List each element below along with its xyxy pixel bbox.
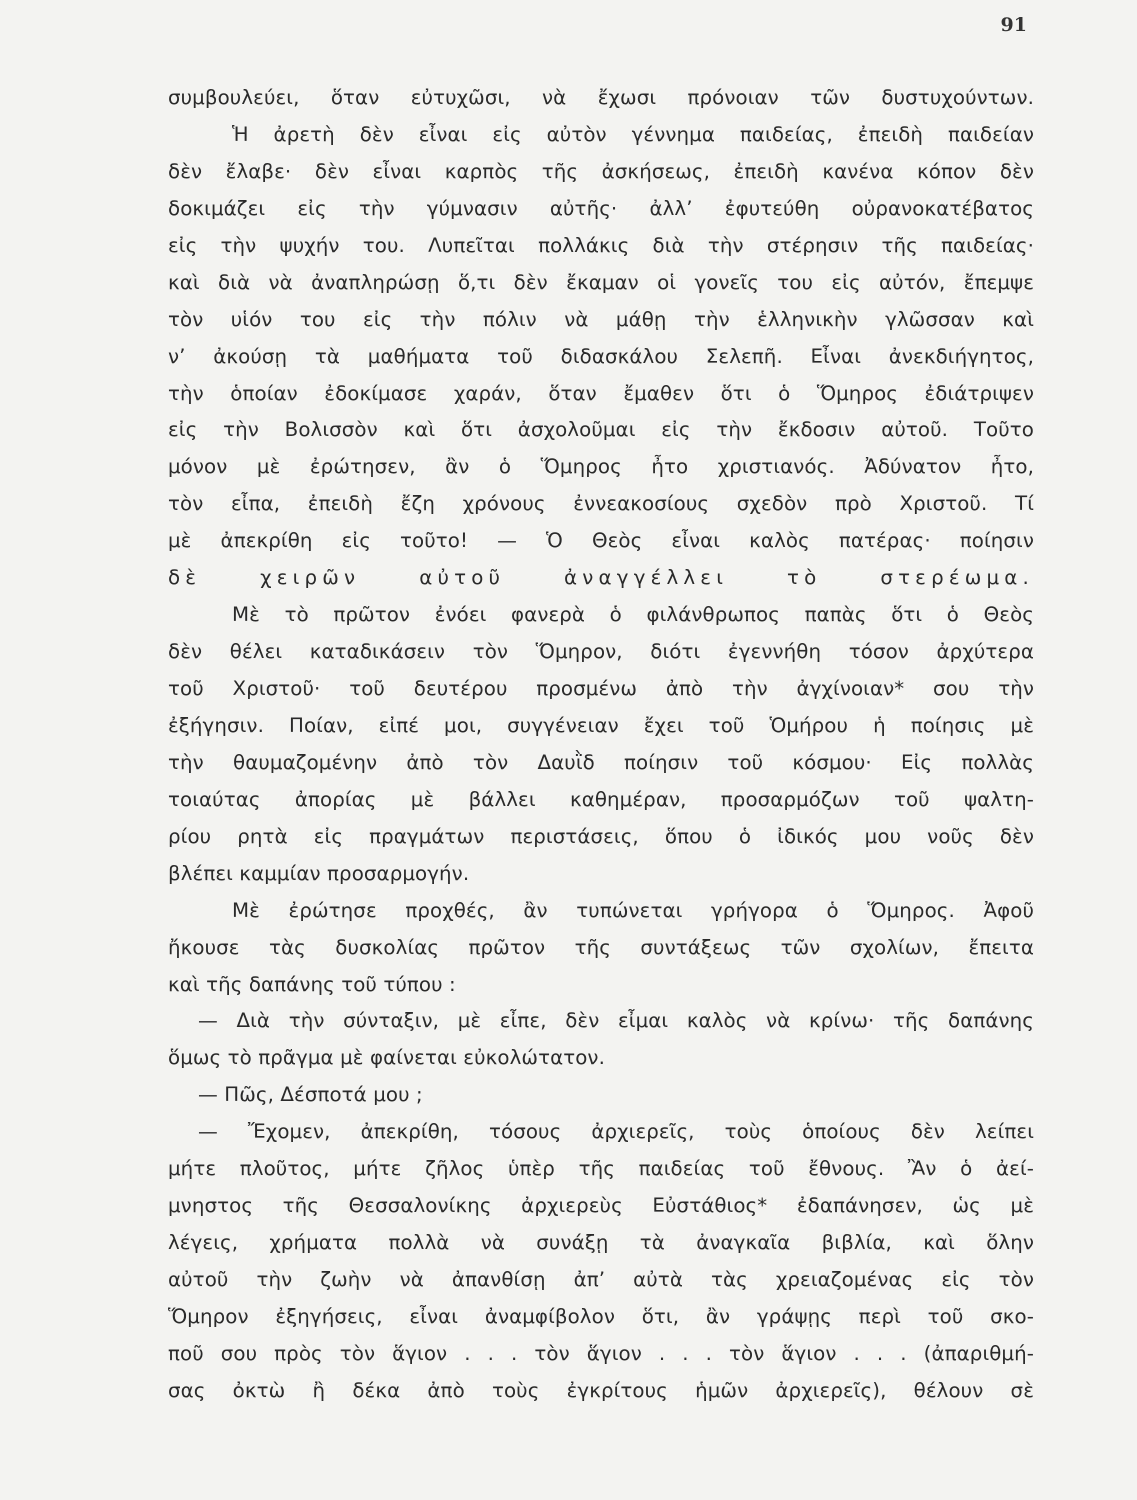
text-line: μήτε πλοῦτος, μήτε ζῆλος ὑπὲρ τῆς παιδείας τοῦ ἔθνους. Ἂν ὁ ἀεί- <box>168 1157 1034 1181</box>
page-number: 91 <box>1000 14 1027 36</box>
text-line: τὴν ὁποίαν ἐδοκίμασε χαράν, ὅταν ἔμαθεν ὅτι ὁ Ὅμηρος ἐδιάτριψεν <box>168 381 1034 405</box>
text-line: μνηστος τῆς Θεσσαλονίκης ἀρχιερεὺς Εὐστάθιος* ἐδαπάνησεν, ὡς μὲ <box>168 1194 1034 1218</box>
text-line: αὐτοῦ τὴν ζωὴν νὰ ἀπανθίσῃ ἀπ’ αὐτὰ τὰς χρειαζομένας εἰς τὸν <box>168 1268 1034 1291</box>
text-line: μὲ ἀπεκρίθη εἰς τοῦτο! — Ὁ Θεὸς εἶναι καλὸς πατέρας· ποίησιν <box>168 529 1034 553</box>
text-line: τοῦ Χριστοῦ· τοῦ δευτέρου προσμένω ἀπὸ τὴν ἀγχίνοιαν* σου τὴν <box>168 677 1034 700</box>
text-line: τὸν υἱόν του εἰς τὴν πόλιν νὰ μάθῃ τὴν ἑλληνικὴν γλῶσσαν καὶ <box>168 307 1034 331</box>
text-line: ρίου ρητὰ εἰς πραγμάτων περιστάσεις, ὅπου ὁ ἰδικός μου νοῦς δὲν <box>168 824 1034 848</box>
text-line: ἐξήγησιν. Ποίαν, εἰπέ μοι, συγγένειαν ἔχει τοῦ Ὁμήρου ἡ ποίησις μὲ <box>168 713 1034 737</box>
text-line: Μὲ τὸ πρῶτον ἐνόει φανερὰ ὁ φιλάνθρωπος παπὰς ὅτι ὁ Θεὸς <box>232 603 1034 627</box>
text-line: τὴν θαυμαζομένην ἀπὸ τὸν Δαυῒδ ποίησιν τοῦ κόσμου· Εἰς πολλὰς <box>168 750 1034 774</box>
text-line: Μὲ ἐρώτησε προχθές, ἂν τυπώνεται γρήγορα ὁ Ὅμηρος. Ἀφοῦ <box>232 898 1034 922</box>
text-line: ν’ ἀκούσῃ τὰ μαθήματα τοῦ διδασκάλου Σελεπῆ. Εἶναι ἀνεκδιήγητος, <box>168 344 1034 368</box>
text-line: τοιαύτας ἀπορίας μὲ βάλλει καθημέραν, προσαρμόζων τοῦ ψαλτη- <box>168 787 1034 811</box>
text-line: Ὅμηρον ἐξηγήσεις, εἶναι ἀναμφίβολον ὅτι, ἂν γράψῃς περὶ τοῦ σκο- <box>168 1304 1034 1328</box>
text-line: καὶ διὰ νὰ ἀναπληρώσῃ ὅ,τι δὲν ἔκαμαν οἱ γονεῖς του εἰς αὐτόν, ἔπεμψε <box>168 270 1034 294</box>
text-line: ποῦ σου πρὸς τὸν ἅγιον . . . τὸν ἅγιον . . . τὸν ἅγιον . . . (ἀπαριθμή- <box>168 1341 1034 1365</box>
text-line-dialog: — Διὰ τὴν σύνταξιν, μὲ εἶπε, δὲν εἶμαι καλὸς νὰ κρίνω· τῆς δαπάνης <box>198 1009 1034 1033</box>
text-line-quote: δὲ χειρῶν αὐτοῦ ἀναγγέλλει τὸ στερέωμα. <box>168 566 1034 590</box>
text-line-dialog: — Ἔχομεν, ἀπεκρίθη, τόσους ἀρχιερεῖς, τοὺς ὁποίους δὲν λείπει <box>198 1120 1034 1144</box>
text-line: ὅμως τὸ πρᾶγμα μὲ φαίνεται εὐκολώτατον. <box>168 1046 605 1070</box>
text-line-dialog: — Πῶς, Δέσποτά μου ; <box>198 1083 423 1107</box>
text-line: δὲν ἔλαβε· δὲν εἶναι καρπὸς τῆς ἀσκήσεως, ἐπειδὴ κανένα κόπον δὲν <box>168 159 1034 183</box>
text-line: σας ὀκτὼ ἢ δέκα ἀπὸ τοὺς ἐγκρίτους ἡμῶν ἀρχιερεῖς), θέλουν σὲ <box>168 1378 1034 1402</box>
text-line: καὶ τῆς δαπάνης τοῦ τύπου : <box>168 972 456 996</box>
text-line: εἰς τὴν ψυχήν του. Λυπεῖται πολλάκις διὰ τὴν στέρησιν τῆς παιδείας· <box>168 233 1034 257</box>
text-line: λέγεις, χρήματα πολλὰ νὰ συνάξῃ τὰ ἀναγκαῖα βιβλία, καὶ ὅλην <box>168 1231 1034 1255</box>
text-line: δὲν θέλει καταδικάσειν τὸν Ὅμηρον, διότι ἐγεννήθη τόσον ἀρχύτερα <box>168 640 1034 664</box>
body-text <box>168 80 1034 1410</box>
text-line: δοκιμάζει εἰς τὴν γύμνασιν αὐτῆς· ἀλλ’ ἐφυτεύθη οὐρανοκατέβατος <box>168 196 1034 220</box>
text-line: τὸν εἶπα, ἐπειδὴ ἔζη χρόνους ἐννεακοσίους σχεδὸν πρὸ Χριστοῦ. Τί <box>168 492 1034 516</box>
text-line: εἰς τὴν Βολισσὸν καὶ ὅτι ἀσχολοῦμαι εἰς τὴν ἔκδοσιν αὐτοῦ. Τοῦτο <box>168 418 1034 442</box>
text-line: ἤκουσε τὰς δυσκολίας πρῶτον τῆς συντάξεως τῶν σχολίων, ἔπειτα <box>168 935 1034 959</box>
text-line: Ἡ ἀρετὴ δὲν εἶναι εἰς αὐτὸν γέννημα παιδείας, ἐπειδὴ παιδείαν <box>232 122 1034 146</box>
text-line: μόνον μὲ ἐρώτησεν, ἂν ὁ Ὅμηρος ἦτο χριστιανός. Ἀδύνατον ἦτο, <box>168 455 1034 479</box>
text-line: βλέπει καμμίαν προσαρμογήν. <box>168 861 470 885</box>
text-line: συμβουλεύει, ὅταν εὐτυχῶσι, νὰ ἔχωσι πρόνοιαν τῶν δυστυχούντων. <box>168 86 1034 109</box>
